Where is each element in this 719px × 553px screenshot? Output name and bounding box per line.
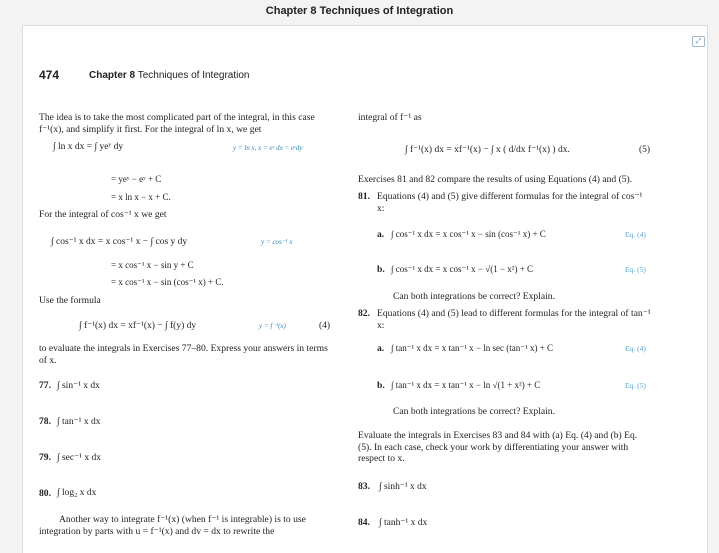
right-intro: integral of f⁻¹ as [358, 112, 422, 123]
exercise-81-question: Can both integrations be correct? Explain. [393, 291, 555, 302]
evaluate-paragraph-right: Evaluate the integrals in Exercises 83 and 84 with (a) Eq. (4) and (b) Eq. (5). In each case, check your work by differentiating your answer with respect to x. [358, 430, 638, 464]
exercise-81a-ref: Eq. (4) [625, 230, 646, 239]
cos-step-3: = x cos⁻¹ x − sin (cos⁻¹ x) + C. [111, 277, 224, 287]
cos-step-2: = x cos⁻¹ x − sin y + C [111, 260, 194, 270]
formula-5: ∫ f⁻¹(x) dx = xf⁻¹(x) − ∫ x ( d/dx f⁻¹(x) ) dx. [405, 145, 570, 155]
exercise-81b-ref: Eq. (5) [625, 265, 646, 274]
another-paragraph: Another way to integrate f⁻¹(x) (when f⁻¹ is integrable) is to use integration by parts with u = f⁻¹(x) and dv = dx to rewrite the [39, 514, 306, 537]
exercise-82b-label: b. [377, 380, 385, 391]
ln-substitution-note: y = ln x, x = eʸ dx = eʸdy [233, 144, 303, 152]
exercise-82a-ref: Eq. (4) [625, 344, 646, 353]
cos-integral-eq: ∫ cos⁻¹ x dx = x cos⁻¹ x − ∫ cos y dy [51, 237, 188, 247]
ln-step-2: = yeʸ − eʸ + C [111, 174, 162, 184]
chapter-title: Techniques of Integration [137, 70, 250, 81]
chapter-label: Chapter 8 [89, 70, 136, 81]
expand-icon[interactable]: ⤢ [692, 36, 705, 47]
exercise-81-number: 81. [358, 191, 370, 202]
exercise-81a-label: a. [377, 229, 385, 240]
exercise-81-text: Equations (4) and (5) give different formulas for the integral of cos⁻¹ x: [377, 191, 643, 214]
exercise-82a-expr: ∫ tan⁻¹ x dx = x tan⁻¹ x − ln sec (tan⁻¹ x) + C [391, 343, 554, 353]
formula-4: ∫ f⁻¹(x) dx = xf⁻¹(x) − ∫ f(y) dy [79, 321, 197, 331]
compare-paragraph: Exercises 81 and 82 compare the results of using Equations (4) and (5). [358, 174, 633, 185]
evaluate-paragraph-left: to evaluate the integrals in Exercises 77–80. Express your answers in terms of x. [39, 343, 328, 366]
formula-intro: Use the formula [39, 295, 101, 306]
exercise-78-number: 78. [39, 416, 51, 427]
exercise-84-expr: ∫ tanh⁻¹ x dx [379, 518, 428, 528]
exercise-78-expr: ∫ tan⁻¹ x dx [57, 417, 101, 427]
exercise-82-number: 82. [358, 308, 370, 319]
window-title: Chapter 8 Techniques of Integration [265, 5, 454, 17]
exercise-84-number: 84. [358, 517, 370, 528]
ln-integral-eq: ∫ ln x dx = ∫ yeʸ dy [53, 142, 124, 152]
title-bar [0, 0, 719, 24]
exercise-80-expr: ∫ log₂ x dx [57, 488, 97, 498]
intro-paragraph: The idea is to take the most complicated part of the integral, in this case f⁻¹(x), and simplify it first. For the integral of ln x, we get [39, 112, 315, 135]
exercise-77-number: 77. [39, 380, 51, 391]
running-header [89, 70, 249, 81]
formula-5-number: (5) [639, 145, 651, 155]
formula-4-note: y = f⁻¹(x) [259, 322, 286, 330]
ln-step-3: = x ln x − x + C. [111, 192, 171, 202]
exercise-82b-ref: Eq. (5) [625, 381, 646, 390]
exercise-80-number: 80. [39, 488, 51, 499]
exercise-79-expr: ∫ sec⁻¹ x dx [57, 453, 101, 463]
exercise-82b-expr: ∫ tan⁻¹ x dx = x tan⁻¹ x − ln √(1 + x²) + C [391, 380, 541, 390]
exercise-82-text: Equations (4) and (5) lead to different formulas for the integral of tan⁻¹ x: [377, 308, 651, 331]
exercise-82a-label: a. [377, 343, 385, 354]
exercise-81b-label: b. [377, 264, 385, 275]
formula-4-number: (4) [319, 321, 331, 331]
exercise-83-number: 83. [358, 481, 370, 492]
cos-intro: For the integral of cos⁻¹ x we get [39, 209, 167, 220]
exercise-79-number: 79. [39, 452, 51, 463]
exercise-77-expr: ∫ sin⁻¹ x dx [57, 381, 100, 391]
exercise-81a-expr: ∫ cos⁻¹ x dx = x cos⁻¹ x − sin (cos⁻¹ x) + C [391, 229, 546, 239]
page-number: 474 [39, 68, 60, 82]
document-page[interactable] [22, 25, 708, 553]
exercise-82-question: Can both integrations be correct? Explain. [393, 406, 555, 417]
cos-substitution-note: y = cos⁻¹ x [261, 238, 293, 246]
exercise-83-expr: ∫ sinh⁻¹ x dx [379, 482, 427, 492]
exercise-81b-expr: ∫ cos⁻¹ x dx = x cos⁻¹ x − √(1 − x²) + C [391, 264, 534, 274]
